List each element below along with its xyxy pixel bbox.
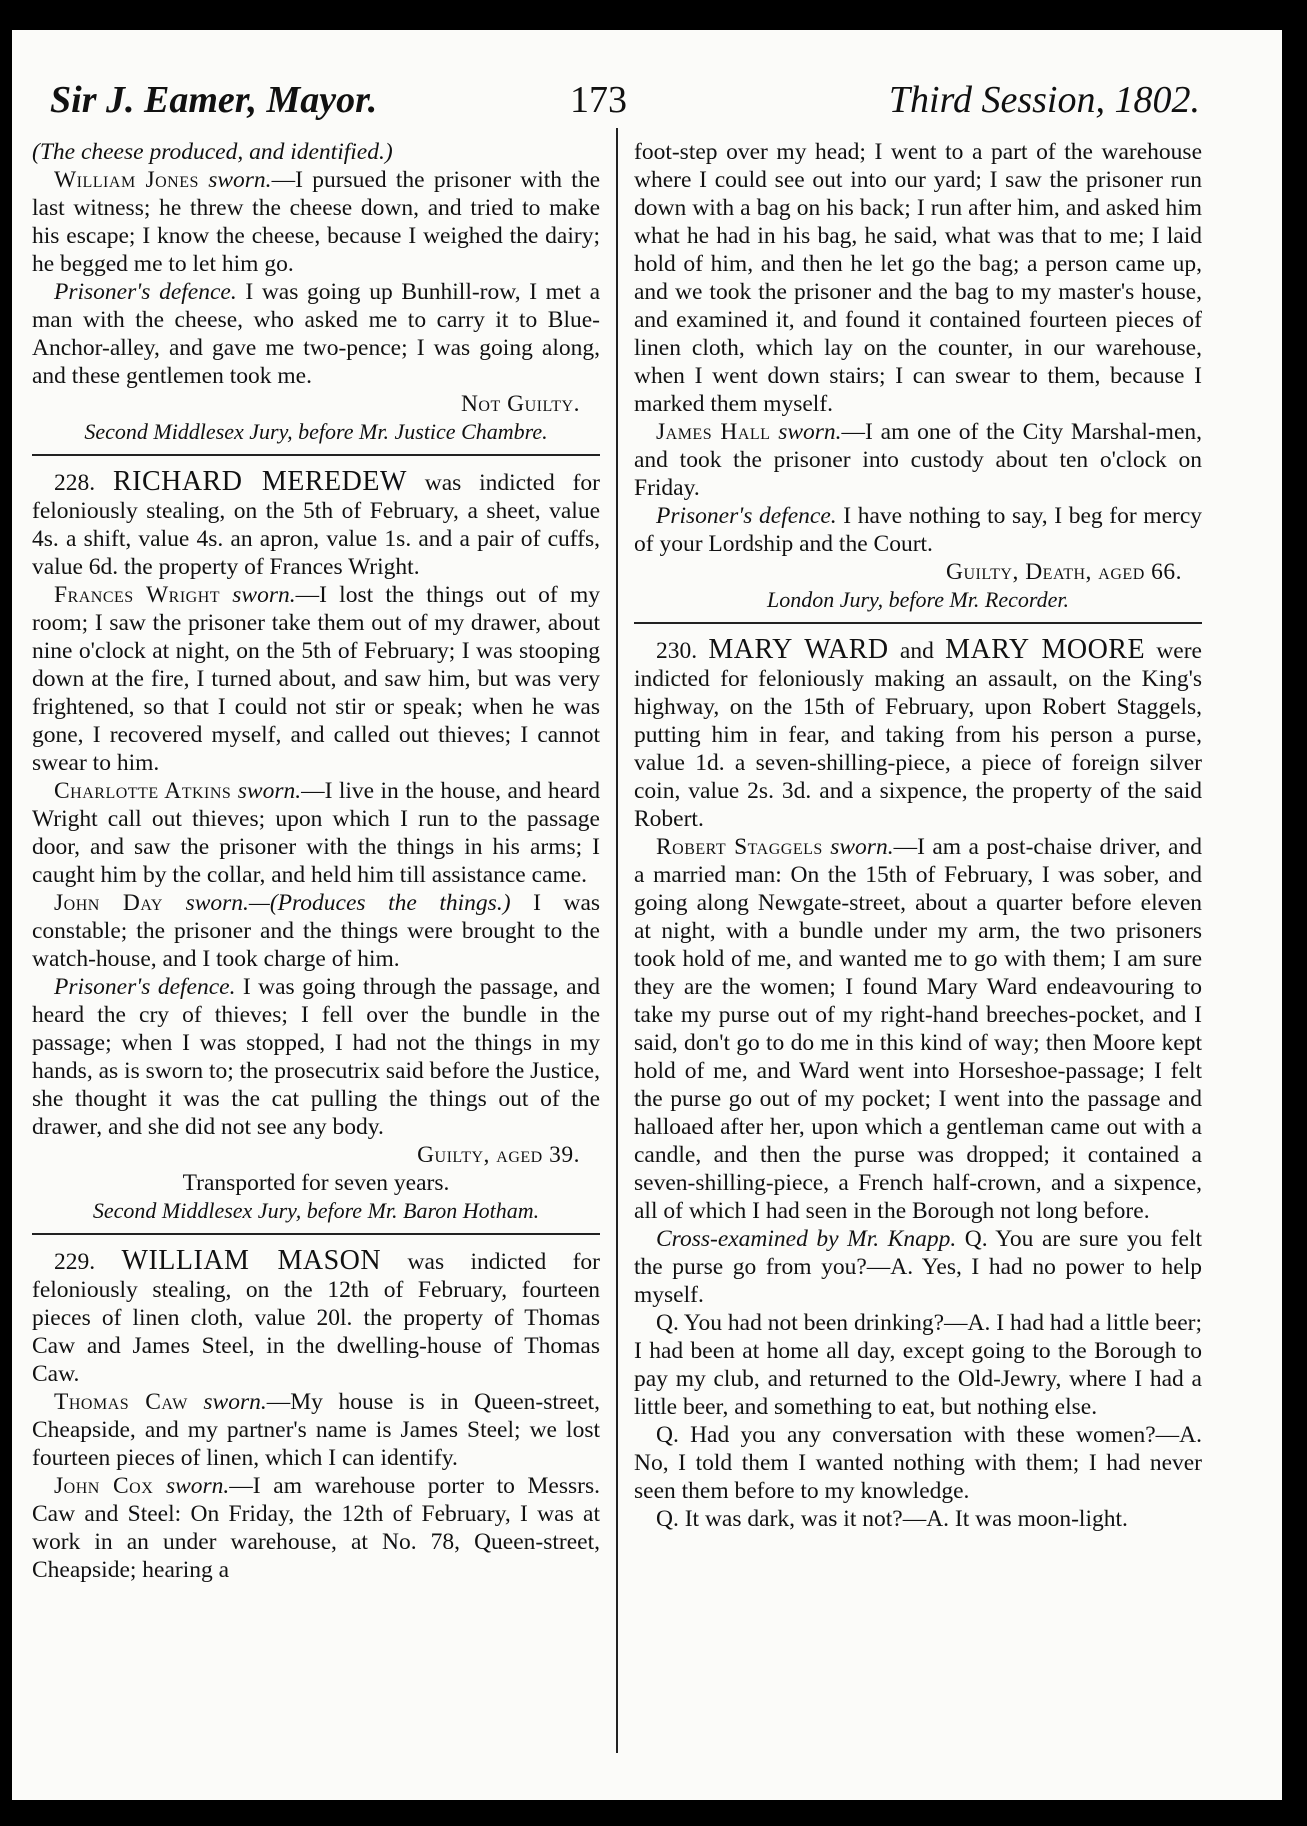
case-228-heading xyxy=(32,468,600,581)
header-mayor: Sir J. Eamer, Mayor. xyxy=(50,79,378,121)
running-header xyxy=(50,78,1200,138)
column-divider xyxy=(616,128,618,1753)
right-column xyxy=(634,138,1202,1533)
sworn-label: sworn. xyxy=(778,419,842,445)
indictment-text: were indicted for feloniously making an assault, on the King's highway, on the 15th of February, upon Robert Staggels, putting him in fear, and taking from his person a purse, value 1d. a seven-shilling-piece, a piece of foreign silver coin, value 2s. 3d. and a sixpence, the property of the said Robert. xyxy=(634,638,1202,832)
defence-text: I was going through the passage, and heard the cry of thieves; I fell over the bundle in the passage; when I was stopped, I had not the things in my hands, as is sworn to; the prosecutrix said before the Justice, she thought it was the cat pulling the things out of the drawer, and she did not see any body. xyxy=(32,974,600,1140)
indictment-text: was indicted for feloniously stealing, on the 5th of February, a sheet, value 4s. a shift, value 4s. an apron, value 1s. and a pair of cuffs, value 6d. the property of Frances Wright. xyxy=(32,470,600,580)
testimony-text: —I am warehouse porter to Messrs. Caw and Steel: On Friday, the 12th of February, I was at work in an under warehouse, at No. 78, Queen-street, Cheapside; hearing a xyxy=(32,1473,600,1583)
sworn-label: sworn. xyxy=(208,167,272,193)
testimony-thomas-caw xyxy=(32,1388,600,1472)
stage-note: (The cheese produced, and identified.) xyxy=(32,139,393,165)
witness-name: Charlotte Atkins xyxy=(54,778,232,804)
testimony-text: —I pursued the prisoner with the last witness; he threw the cheese down, and tried to make his escape; I know the cheese, because I weighed the dairy; he begged me to let him go. xyxy=(32,167,601,277)
defence-label: Prisoner's defence. xyxy=(656,503,837,529)
prisoner-defence xyxy=(634,502,1202,558)
testimony-continuation: foot-step over my head; I went to a part of the warehouse where I could see out into our yard; I saw the prisoner run down with a bag on his back; I run after him, and asked him what he had in his bag, he said, what was that to me; I laid hold of him, and then he let go the bag; a person came up, and we took the prisoner and the bag to my master's house, and examined it, and found it contained fourteen pieces of linen cloth, which lay on the counter, in our warehouse, when I went down stairs; I can swear to them, because I marked them myself. xyxy=(634,139,1202,417)
testimony-text: I was constable; the prisoner and the things were brought to the watch-house, and I took charge of him. xyxy=(32,890,601,972)
case-230-heading xyxy=(634,636,1202,833)
case-number: 230. xyxy=(656,638,698,664)
sworn-label: sworn. xyxy=(237,778,302,804)
question-answer: Q. You had not been drinking?—A. I had had a little beer; I had been at home all day, except going to the Borough to pay my club, and returned to the Old-Jewry, where I had a little beer, and something to eat, but nothing else. xyxy=(634,1310,1202,1420)
case-number: 229. xyxy=(54,1249,96,1275)
witness-name: William Jones xyxy=(54,167,199,193)
defence-text: I have nothing to say, I beg for mercy of your Lordship and the Court. xyxy=(634,503,1203,557)
question-answer: Q. It was dark, was it not?—A. It was moon-light. xyxy=(656,1506,1128,1532)
testimony-robert-staggels xyxy=(634,833,1202,1225)
case-separator xyxy=(634,622,1202,624)
testimony-text: —I lost the things out of my room; I saw the prisoner take them out of my drawer, about nine o'clock at night, on the 5th of February; I was stooping down at the fire, I turned about, and saw him, but was very frightened, so that I could not stir or speak; when he was gone, I recovered myself, and called out thieves; I cannot swear to him. xyxy=(32,582,601,776)
case-separator xyxy=(32,454,600,456)
defendant-name: WILLIAM MASON xyxy=(121,1245,382,1276)
cross-exam-label: Cross-examined by Mr. Knapp. xyxy=(656,1226,957,1252)
witness-name: Thomas Caw xyxy=(54,1389,188,1415)
defendant-name: RICHARD MEREDEW xyxy=(112,466,407,497)
testimony-john-cox xyxy=(32,1472,600,1584)
verdict: Guilty, aged 39. xyxy=(417,1142,580,1168)
testimony-william-jones xyxy=(32,166,600,278)
case-229-heading xyxy=(32,1247,600,1388)
testimony-text: —I am a post-chaise driver, and a married man: On the 15th of February, I was sober, and going along Newgate-street, about a quarter before eleven at night, with a bundle under my arm, the two prisoners took hold of me, and wanted me to go with them; I am sure they are the women; I found Mary Ward endeavouring to take my purse out of my right-hand breeches-pocket, and I said, don't go to do me in this kind of way; then Moore kept hold of me, and Ward went into Horseshoe-passage; I felt the purse go out of my pocket; I went into the passage and halloaed after her, upon which a gentleman came out with a candle, and then the purse was dropped; it contained a seven-shilling-piece, a French half-crown, and a sixpence, all of which I had seen in the Borough not long before. xyxy=(634,834,1202,1224)
left-column xyxy=(32,138,600,1584)
jury-line: Second Middlesex Jury, before Mr. Justice Chambre. xyxy=(84,419,548,444)
indictment-text: was indicted for feloniously stealing, on the 12th of February, fourteen pieces of linen cloth, value 20l. the property of Thomas Caw and James Steel, in the dwelling-house of Thomas Caw. xyxy=(32,1249,601,1387)
sworn-label: sworn. xyxy=(830,834,894,860)
verdict: Not Guilty. xyxy=(460,391,580,417)
cross-examination xyxy=(634,1225,1202,1309)
witness-name: John Cox xyxy=(54,1473,154,1499)
testimony-james-hall xyxy=(634,418,1202,502)
defence-label: Prisoner's defence. xyxy=(54,279,237,305)
case-number: 228. xyxy=(54,470,96,496)
verdict: Guilty, Death, aged 66. xyxy=(945,559,1182,585)
testimony-text: —I am one of the City Marshal-men, and took the prisoner into custody about ten o'clock on Friday. xyxy=(634,419,1203,501)
testimony-text: —I live in the house, and heard Wright call out thieves; upon which I run to the passage door, and saw the prisoner with the things in his arms; I caught him by the collar, and held him till assistance came. xyxy=(32,778,601,888)
conjunction: and xyxy=(888,638,946,664)
testimony-john-day xyxy=(32,889,600,973)
sworn-label: sworn. xyxy=(185,890,249,916)
stage-note: —(Produces the things.) xyxy=(248,890,511,916)
question-answer: Q. Had you any conversation with these women?—A. No, I told them I wanted nothing with them; I had never seen them before to my knowledge. xyxy=(634,1422,1202,1504)
page-sheet xyxy=(12,30,1282,1800)
defence-label: Prisoner's defence. xyxy=(54,974,236,1000)
defence-text: I was going up Bunhill-row, I met a man with the cheese, who asked me to carry it to Blue-Anchor-alley, and gave me two-pence; I was going along, and these gentlemen took me. xyxy=(32,279,600,389)
testimony-charlotte-atkins xyxy=(32,777,600,889)
testimony-text: —My house is in Queen-street, Cheapside, and my partner's name is James Steel; we lost fourteen pieces of linen, which I can identify. xyxy=(32,1389,600,1471)
witness-name: Robert Staggels xyxy=(656,834,823,860)
case-separator xyxy=(32,1233,600,1235)
witness-name: James Hall xyxy=(656,419,771,445)
header-session: Third Session, 1802. xyxy=(888,79,1200,121)
sworn-label: sworn. xyxy=(203,1389,267,1415)
prisoner-defence xyxy=(32,278,600,390)
defendant-name: MARY WARD xyxy=(708,634,889,665)
sworn-label: sworn. xyxy=(165,1473,230,1499)
defendant-name-2: MARY MOORE xyxy=(945,634,1146,665)
page-number: 173 xyxy=(570,79,627,121)
sentence: Transported for seven years. xyxy=(182,1170,450,1196)
witness-name: John Day xyxy=(54,890,163,916)
jury-line: Second Middlesex Jury, before Mr. Baron Hotham. xyxy=(92,1198,540,1223)
sworn-label: sworn. xyxy=(232,582,296,608)
jury-line: London Jury, before Mr. Recorder. xyxy=(766,587,1070,612)
witness-name: Frances Wright xyxy=(54,582,221,608)
testimony-frances-wright xyxy=(32,581,600,777)
question-answer: Q. You are sure you felt the purse go from you?—A. Yes, I had no power to help myself. xyxy=(634,1226,1202,1308)
prisoner-defence xyxy=(32,973,600,1141)
